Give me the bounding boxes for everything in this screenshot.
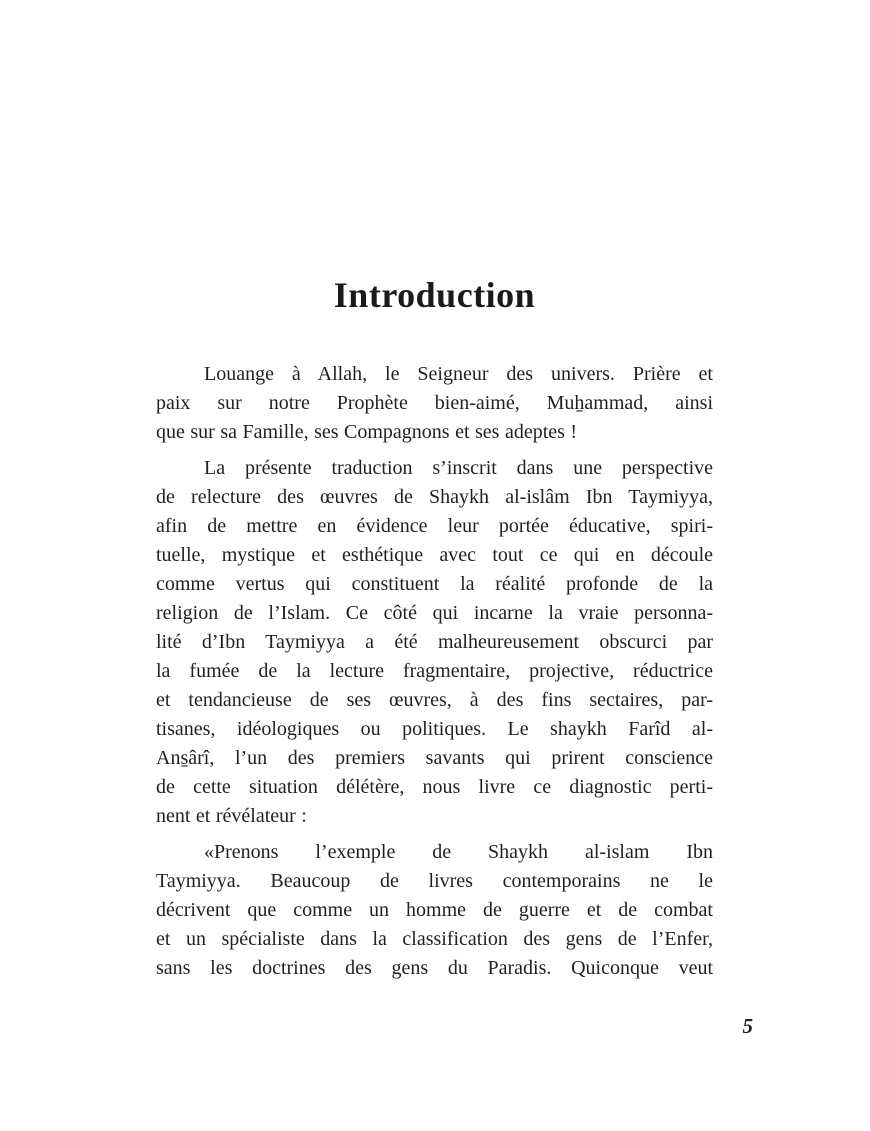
text-line: de relecture des œuvres de Shaykh al-islâm Ibn Taymiyya, [156, 486, 713, 508]
text-line: lité d’Ibn Taymiyya a été malheureusement obscurci par [156, 631, 713, 653]
text-line: de cette situation délétère, nous livre ce diagnostic perti- [156, 776, 713, 798]
text-line: que sur sa Famille, ses Compagnons et ses adeptes ! [156, 421, 578, 443]
page-number: 5 [742, 1014, 753, 1038]
text-line: Taymiyya. Beaucoup de livres contemporains ne le [156, 870, 713, 892]
text-line: sans les doctrines des gens du Paradis. Quiconque veut [156, 957, 713, 979]
text-line: afin de mettre en évidence leur portée éducative, spiri- [156, 515, 713, 537]
text-line: paix sur notre Prophète bien-aimé, Muẖammad, ainsi [156, 392, 713, 414]
paragraph [156, 360, 713, 447]
text-line: Louange à Allah, le Seigneur des univers. Prière et [204, 363, 713, 385]
text-line: tisanes, idéologiques ou politiques. Le shaykh Farîd al- [156, 718, 713, 740]
text-line: décrivent que comme un homme de guerre et de combat [156, 899, 713, 921]
text-line: et un spécialiste dans la classification des gens de l’Enfer, [156, 928, 713, 950]
text-line: tuelle, mystique et esthétique avec tout ce qui en découle [156, 544, 713, 566]
text-line: «Prenons l’exemple de Shaykh al-islam Ibn [204, 841, 713, 863]
text-line: nent et révélateur : [156, 805, 307, 827]
body-text [156, 360, 713, 983]
text-line: religion de l’Islam. Ce côté qui incarne la vraie personna- [156, 602, 713, 624]
text-line: La présente traduction s’inscrit dans une perspective [204, 457, 713, 479]
text-line: la fumée de la lecture fragmentaire, projective, réductrice [156, 660, 713, 682]
text-line: Ans̱ârî, l’un des premiers savants qui prirent conscience [156, 747, 713, 769]
text-line: et tendancieuse de ses œuvres, à des fins sectaires, par- [156, 689, 713, 711]
text-line: comme vertus qui constituent la réalité profonde de la [156, 573, 713, 595]
paragraph [156, 454, 713, 831]
paragraph [156, 838, 713, 983]
page-title: Introduction [333, 275, 536, 315]
